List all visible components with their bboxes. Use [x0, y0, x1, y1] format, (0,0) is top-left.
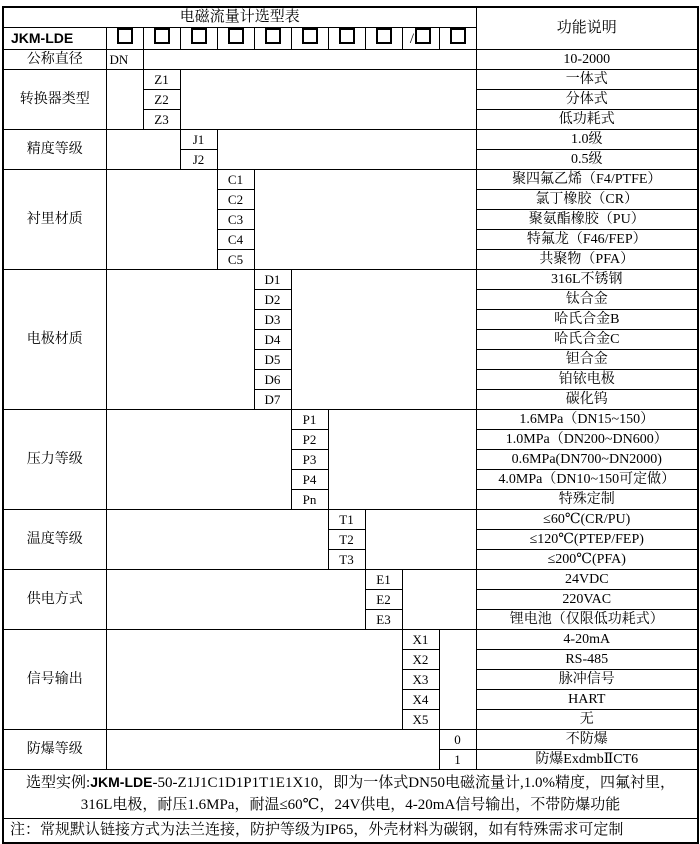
- temperature-label: 温度等级: [3, 510, 106, 570]
- example-prefix: 选型实例:: [26, 775, 91, 791]
- temperature-row: [3, 510, 698, 530]
- desc-J2: 0.5级: [476, 150, 698, 170]
- model-box-cell-3: [180, 28, 217, 50]
- desc-D6: 铂铱电极: [476, 370, 698, 390]
- converter-label: 转换器类型: [3, 70, 106, 130]
- code-D6: D6: [254, 370, 291, 390]
- spacer-cell: [402, 570, 476, 630]
- desc-C5: 共聚物（PFA）: [476, 250, 698, 270]
- code-C5: C5: [217, 250, 254, 270]
- right-column-header: 功能说明: [476, 7, 698, 50]
- desc-E2: 220VAC: [476, 590, 698, 610]
- example-row: [3, 770, 698, 819]
- desc-0: 不防爆: [476, 730, 698, 750]
- note-cell: 注：常规默认链接方式为法兰连接，防护等级为IP65，外壳材料为碳钢，如有特殊需求可定制: [3, 819, 698, 844]
- code-E1: E1: [365, 570, 402, 590]
- converter-row: [3, 70, 698, 90]
- code-X4: X4: [402, 690, 439, 710]
- code-1: 1: [439, 750, 476, 770]
- desc-X4: HART: [476, 690, 698, 710]
- spacer-cell: [106, 270, 254, 410]
- example-brand: JKM-LDE: [90, 774, 153, 790]
- code-P2: P2: [291, 430, 328, 450]
- desc-X3: 脉冲信号: [476, 670, 698, 690]
- code-C1: C1: [217, 170, 254, 190]
- code-P3: P3: [291, 450, 328, 470]
- spacer-cell: [328, 410, 476, 510]
- desc-P3: 0.6MPa(DN700~DN2000): [476, 450, 698, 470]
- model-box-cell-7: [328, 28, 365, 50]
- model-box-cell-9: [402, 28, 439, 50]
- spacer-cell: [180, 70, 476, 130]
- desc-X5: 无: [476, 710, 698, 730]
- model-box-cell-8: [365, 28, 402, 50]
- spacer-cell: [106, 570, 365, 630]
- checkbox-icon: [302, 28, 318, 44]
- lining-row: [3, 170, 698, 190]
- code-T1: T1: [328, 510, 365, 530]
- code-J2: J2: [180, 150, 217, 170]
- desc-P2: 1.0MPa（DN200~DN600）: [476, 430, 698, 450]
- desc-D1: 316L不锈钢: [476, 270, 698, 290]
- desc-T2: ≤120℃(PTEP/FEP): [476, 530, 698, 550]
- model-box-cell-4: [217, 28, 254, 50]
- desc-J1: 1.0级: [476, 130, 698, 150]
- spacer-cell: [106, 70, 143, 130]
- diameter-row: [3, 50, 698, 70]
- power-label: 供电方式: [3, 570, 106, 630]
- model-box-cell-2: [143, 28, 180, 50]
- code-D4: D4: [254, 330, 291, 350]
- spacer-cell: [106, 510, 328, 570]
- spacer-cell: [254, 170, 476, 270]
- example-cell: [3, 770, 698, 819]
- desc-E3: 锂电池（仅限低功耗式）: [476, 610, 698, 630]
- desc-T3: ≤200℃(PFA): [476, 550, 698, 570]
- code-D1: D1: [254, 270, 291, 290]
- desc-D7: 碳化钨: [476, 390, 698, 410]
- desc-Pn: 特殊定制: [476, 490, 698, 510]
- diameter-label: 公称直径: [3, 50, 106, 70]
- checkbox-icon: [339, 28, 355, 44]
- selection-table: [2, 6, 699, 844]
- code-C3: C3: [217, 210, 254, 230]
- desc-Z2: 分体式: [476, 90, 698, 110]
- checkbox-icon: [191, 28, 207, 44]
- electrode-row: [3, 270, 698, 290]
- example-text: -50-Z1J1C1D1P1T1E1X10，即为一体式DN50电磁流量计,1.0%精度，四氟衬里，: [152, 775, 675, 791]
- code-D7: D7: [254, 390, 291, 410]
- checkbox-icon: [376, 28, 392, 44]
- spacer-cell: [106, 410, 291, 510]
- code-Z2: Z2: [143, 90, 180, 110]
- code-P1: P1: [291, 410, 328, 430]
- code-T3: T3: [328, 550, 365, 570]
- code-C2: C2: [217, 190, 254, 210]
- accuracy-label: 精度等级: [3, 130, 106, 170]
- code-D3: D3: [254, 310, 291, 330]
- signal-row: [3, 630, 698, 650]
- desc-X2: RS-485: [476, 650, 698, 670]
- table-title: 电磁流量计选型表: [3, 7, 476, 28]
- desc-C4: 特氟龙（F46/FEP）: [476, 230, 698, 250]
- accuracy-row: [3, 130, 698, 150]
- spacer-cell: [217, 130, 476, 170]
- desc-D5: 钽合金: [476, 350, 698, 370]
- pressure-row: [3, 410, 698, 430]
- example-line-2: 316L电极，耐压1.6MPa，耐温≤60℃，24V供电，4-20mA信号输出，不带防爆功能: [80, 797, 621, 813]
- code-Z1: Z1: [143, 70, 180, 90]
- spacer-cell: [106, 730, 439, 770]
- desc-P1: 1.6MPa（DN15~150）: [476, 410, 698, 430]
- code-D2: D2: [254, 290, 291, 310]
- desc-1: 防爆ExdmbⅡCT6: [476, 750, 698, 770]
- code-X5: X5: [402, 710, 439, 730]
- code-X3: X3: [402, 670, 439, 690]
- spacer-cell: [439, 630, 476, 730]
- note-row: [3, 819, 698, 844]
- checkbox-icon: [154, 28, 170, 44]
- code-X1: X1: [402, 630, 439, 650]
- explosion-row: [3, 730, 698, 750]
- flowmeter-selection-sheet: [0, 6, 700, 838]
- model-brand: JKM-LDE: [3, 28, 106, 50]
- desc-C1: 聚四氟乙烯（F4/PTFE）: [476, 170, 698, 190]
- code-Z3: Z3: [143, 110, 180, 130]
- model-box-cell-6: [291, 28, 328, 50]
- code-X2: X2: [402, 650, 439, 670]
- model-box-cell-10: [439, 28, 476, 50]
- desc-Z3: 低功耗式: [476, 110, 698, 130]
- checkbox-icon: [415, 28, 431, 44]
- lining-label: 衬里材质: [3, 170, 106, 270]
- diameter-desc: 10-2000: [476, 50, 698, 70]
- example-line-1: [4, 771, 697, 794]
- checkbox-icon: [265, 28, 281, 44]
- power-row: [3, 570, 698, 590]
- desc-D3: 哈氏合金B: [476, 310, 698, 330]
- spacer-cell: [365, 510, 476, 570]
- checkbox-icon: [117, 28, 133, 44]
- spacer-cell: [106, 170, 217, 270]
- slash-separator: /: [409, 31, 415, 47]
- desc-C2: 氯丁橡胶（CR）: [476, 190, 698, 210]
- spacer-cell: [291, 270, 476, 410]
- checkbox-icon: [228, 28, 244, 44]
- desc-D2: 钛合金: [476, 290, 698, 310]
- code-E2: E2: [365, 590, 402, 610]
- code-P4: P4: [291, 470, 328, 490]
- signal-label: 信号输出: [3, 630, 106, 730]
- code-0: 0: [439, 730, 476, 750]
- code-Pn: Pn: [291, 490, 328, 510]
- desc-C3: 聚氨酯橡胶（PU）: [476, 210, 698, 230]
- spacer-cell: [143, 50, 476, 70]
- code-J1: J1: [180, 130, 217, 150]
- model-box-cell-1: [106, 28, 143, 50]
- desc-T1: ≤60℃(CR/PU): [476, 510, 698, 530]
- checkbox-icon: [450, 28, 466, 44]
- desc-Z1: 一体式: [476, 70, 698, 90]
- diameter-code: DN: [106, 50, 143, 70]
- model-box-cell-5: [254, 28, 291, 50]
- pressure-label: 压力等级: [3, 410, 106, 510]
- code-D5: D5: [254, 350, 291, 370]
- code-T2: T2: [328, 530, 365, 550]
- desc-X1: 4-20mA: [476, 630, 698, 650]
- spacer-cell: [106, 130, 180, 170]
- desc-E1: 24VDC: [476, 570, 698, 590]
- spacer-cell: [106, 630, 402, 730]
- code-E3: E3: [365, 610, 402, 630]
- desc-D4: 哈氏合金C: [476, 330, 698, 350]
- electrode-label: 电极材质: [3, 270, 106, 410]
- code-C4: C4: [217, 230, 254, 250]
- desc-P4: 4.0MPa（DN10~150可定做）: [476, 470, 698, 490]
- explosion-label: 防爆等级: [3, 730, 106, 770]
